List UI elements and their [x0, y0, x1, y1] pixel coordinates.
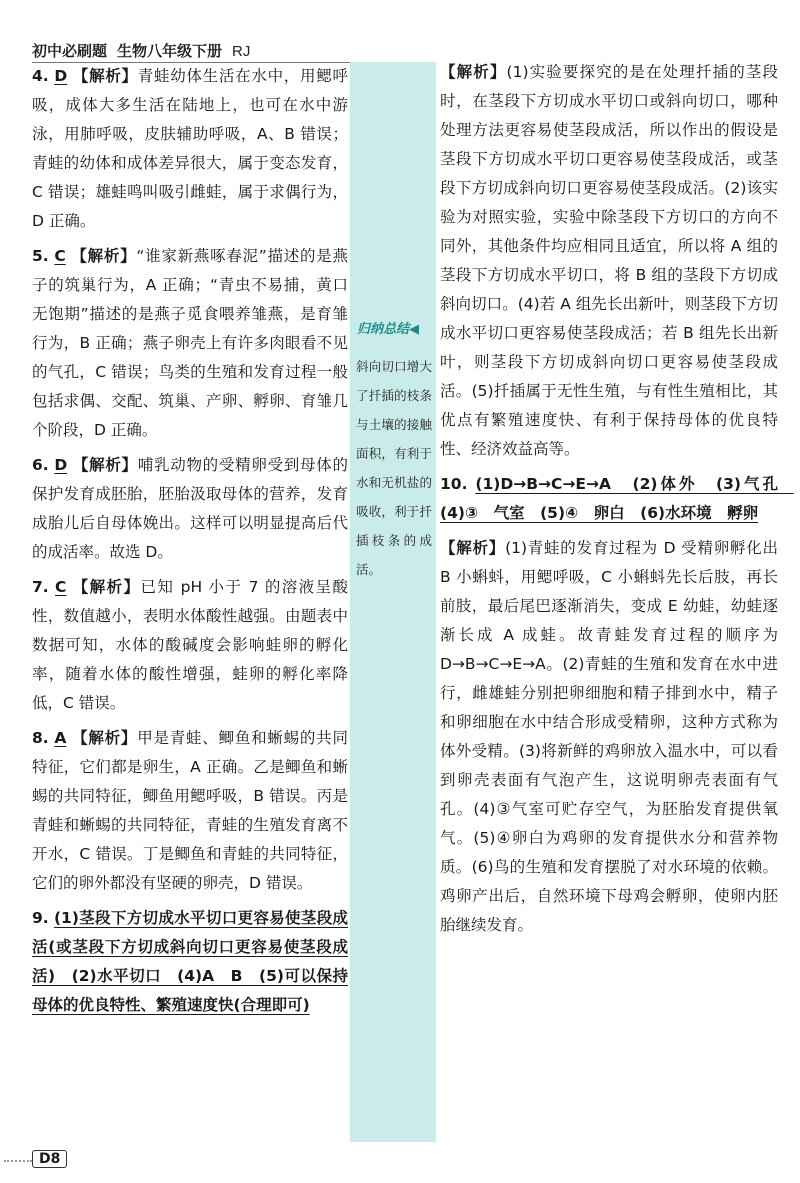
- analysis-text: 已知 pH 小于 7 的溶液呈酸性，数值越小，表明水体酸性越强。由题表中数据可知，水体的酸碱度会影响蛙卵的孵化率，随着水体的酸性增强，蛙卵的孵化率降低，C 错误。: [32, 578, 348, 712]
- question-4: [32, 62, 348, 236]
- analysis-tag: 【解析】: [72, 729, 138, 747]
- analysis-text: (1)实验要探究的是在处理扦插的茎段时，在茎段下方切成水平切口或斜向切口，哪种处理方法更容易使茎段成活，所以作出的假设是茎段下方切成水平切口更容易使茎段成活，或茎段下方切成斜向切口更容易使茎段成活。(2)该实验为对照实验，实验中除茎段下方切口的方向不同外，其他条件均应相同且适宜，所以将 A 组的茎段下方切成水平切口，将 B 组的茎段下方切成斜向切口。(4)若 A 组先长出新叶，则茎段下方切成水平切口更容易使茎段成活；若 B 组先长出新叶，则茎段下方切成斜向切口更容易使茎段成活。(5)扦插属于无性生殖，与有性生殖相比，其优点有繁殖速度快、有利于保持母体的优良特性、经济效益高等。: [440, 63, 778, 458]
- analysis-tag: 【解析】: [440, 63, 507, 81]
- question-6: [32, 451, 348, 567]
- answer-choice: D: [54, 456, 68, 474]
- analysis-text: 青蛙幼体生活在水中，用鳃呼吸，成体大多生活在陆地上，也可在水中游泳，用肺呼吸，皮肤辅助呼吸，A、B 错误；青蛙的幼体和成体差异很大，属于变态发育，C 错误；雄蛙鸣叫吸引雌蛙，属于求偶行为，D 正确。: [32, 67, 348, 230]
- analysis-text: 甲是青蛙、鲫鱼和蜥蜴的共同特征，它们都是卵生，A 正确。乙是鲫鱼和蜥蜴的共同特征，鲫鱼用鳃呼吸，B 错误。丙是青蛙和蜥蜴的共同特征，青蛙的生殖发育离不开水，C 错误。丁是鲫鱼和青蛙的共同特征，它们的卵外都没有坚硬的卵壳，D 错误。: [32, 729, 348, 892]
- book-title: 生物八年级下册: [117, 42, 223, 60]
- answer-choice: C: [54, 247, 66, 265]
- page-number: D8: [32, 1150, 67, 1168]
- question-5: [32, 242, 348, 445]
- question-number: 7.: [32, 578, 49, 596]
- analysis-text: “谁家新燕啄春泥”描述的是燕子的筑巢行为，A 正确；“青虫不易捕，黄口无饱期”描述的是燕子觅食喂养雏燕，是育雏行为，B 正确；燕子卵壳上有许多肉眼看不见的气孔，C 错误；鸟类的生殖和发育过程一般包括求偶、交配、筑巢、产卵、孵卵、育雏几个阶段，D 正确。: [32, 247, 348, 439]
- answer-text: (1)茎段下方切成水平切口更容易使茎段成活(或茎段下方切成斜向切口更容易使茎段成活) (2)水平切口 (4)A B (5)可以保持母体的优良特性、繁殖速度快(合理即可): [32, 909, 348, 1014]
- margin-note-strip: [350, 62, 436, 1142]
- question-7: [32, 573, 348, 718]
- analysis-tag: 【解析】: [72, 67, 138, 85]
- answer-text: (1)D→B→C→E→A (2)体外 (3)气孔 (4)③ 气室 (5)④ 卵白 (6)水环境 孵卵: [440, 475, 794, 522]
- margin-note-title: 归纳总结◀: [357, 322, 419, 337]
- question-number: 10.: [440, 475, 468, 493]
- series-title: 初中必刷题: [32, 42, 108, 60]
- question-9: [32, 904, 348, 1020]
- question-8: [32, 724, 348, 898]
- question-9-analysis: [440, 58, 778, 464]
- question-number: 5.: [32, 247, 49, 265]
- footer-dots: [4, 1160, 32, 1162]
- answer-choice: A: [54, 729, 67, 747]
- answer-choice: D: [54, 67, 68, 85]
- analysis-tag: 【解析】: [71, 247, 137, 265]
- left-column: [32, 62, 348, 1026]
- question-number: 8.: [32, 729, 49, 747]
- analysis-text: 哺乳动物的受精卵受到母体的保护发育成胚胎，胚胎汲取母体的营养，发育成胎儿后自母体娩出。这样可以明显提高后代的成活率。故选 D。: [32, 456, 348, 561]
- analysis-text: (1)青蛙的发育过程为 D 受精卵孵化出 B 小蝌蚪，用鳃呼吸，C 小蝌蚪先长后肢，再长前肢，最后尾巴逐渐消失，变成 E 幼蛙，幼蛙逐渐长成 A 成蛙。故青蛙发育过程的顺序为 D→B→C→E→A。(2)青蛙的生殖和发育在水中进行，雌雄蛙分别把卵细胞和精子排到水中，精子和卵细胞在水中结合形成受精卵，这种方式称为体外受精。(3)将新鲜的鸡卵放入温水中，可以看到卵壳表面有气泡产生，这说明卵壳表面有气孔。(4)③气室可贮存空气，为胚胎发育提供氧气。(5)④卵白为鸡卵的发育提供水分和营养物质。(6)鸟的生殖和发育摆脱了对水环境的依赖。鸡卵产出后，自然环境下母鸡会孵卵，使卵内胚胎继续发育。: [440, 539, 778, 934]
- analysis-tag: 【解析】: [72, 578, 141, 596]
- right-column: [440, 58, 794, 946]
- running-header: [32, 40, 432, 61]
- analysis-tag: 【解析】: [440, 539, 506, 557]
- question-10-analysis: [440, 534, 778, 940]
- margin-note-body: 斜向切口增大了扦插的枝条与土壤的接触面积，有利于水和无机盐的吸收，利于扦插枝条的成活。: [356, 359, 432, 577]
- question-number: 4.: [32, 67, 49, 85]
- question-number: 9.: [32, 909, 49, 927]
- analysis-tag: 【解析】: [72, 456, 138, 474]
- question-number: 6.: [32, 456, 49, 474]
- edition-label: RJ: [232, 43, 251, 60]
- question-10: [440, 470, 794, 528]
- answer-choice: C: [55, 578, 67, 596]
